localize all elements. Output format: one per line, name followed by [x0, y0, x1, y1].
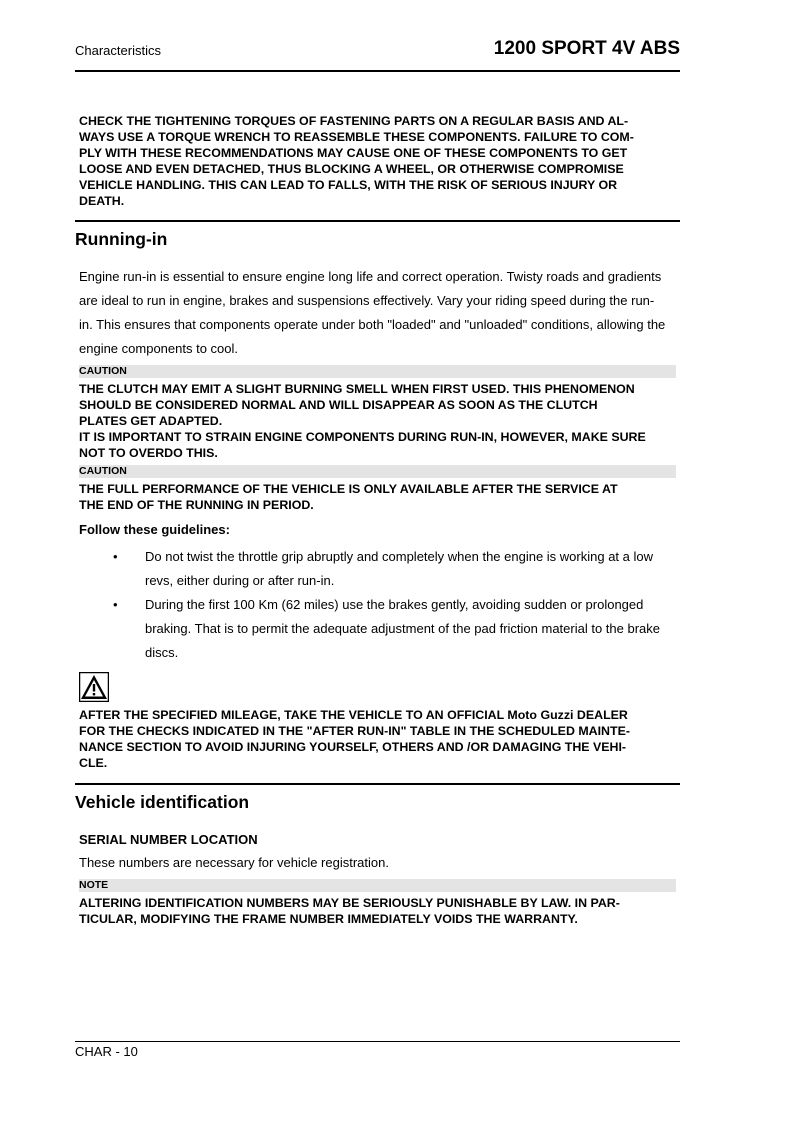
list-item [110, 545, 680, 593]
guidelines-heading: Follow these guidelines: [79, 522, 230, 537]
bullet-glyph: • [113, 597, 118, 612]
torque-warning-line: DEATH. [79, 194, 125, 208]
section-divider [75, 783, 680, 785]
mileage-warning-line: NANCE SECTION TO AVOID INJURING YOURSELF, OTHERS AND /OR DAMAGING THE VEHI- [79, 740, 627, 754]
header-divider [75, 70, 680, 72]
torque-warning-line: LOOSE AND EVEN DETACHED, THUS BLOCKING A WHEEL, OR OTHERWISE COMPROMISE [79, 162, 624, 176]
identification-note [79, 895, 676, 927]
clutch-caution [79, 381, 676, 461]
list-item [110, 593, 680, 665]
bullet-line: discs. [145, 645, 179, 660]
header-model-name: 1200 SPORT 4V ABS [493, 38, 680, 59]
note-line: ALTERING IDENTIFICATION NUMBERS MAY BE SERIOUSLY PUNISHABLE BY LAW. IN PAR- [79, 896, 620, 910]
bullet-line: revs, either during or after run-in. [145, 573, 335, 588]
guidelines-list [110, 545, 680, 665]
registration-text [79, 851, 679, 875]
mileage-warning-line: AFTER THE SPECIFIED MILEAGE, TAKE THE VEHICLE TO AN OFFICIAL Moto Guzzi DEALER [79, 708, 628, 722]
torque-warning-line: CHECK THE TIGHTENING TORQUES OF FASTENING PARTS ON A REGULAR BASIS AND AL- [79, 114, 629, 128]
mileage-warning-line: FOR THE CHECKS INDICATED IN THE "AFTER RUN-IN" TABLE IN THE SCHEDULED MAINTE- [79, 724, 630, 738]
torque-warning-line: VEHICLE HANDLING. THIS CAN LEAD TO FALLS, WITH THE RISK OF SERIOUS INJURY OR [79, 178, 618, 192]
caution-label: CAUTION [79, 365, 676, 378]
vehicle-identification-heading: Vehicle identification [75, 792, 250, 812]
caution-label: CAUTION [79, 465, 676, 478]
bullet-line: During the first 100 Km (62 miles) use the brakes gently, avoiding sudden or prolonged [145, 597, 644, 612]
torque-warning-line: WAYS USE A TORQUE WRENCH TO REASSEMBLE THESE COMPONENTS. FAILURE TO COM- [79, 130, 634, 144]
note-label: NOTE [79, 879, 676, 892]
header-section-title: Characteristics [75, 43, 161, 58]
torque-warning [79, 113, 676, 209]
caution-line: NOT TO OVERDO THIS. [79, 446, 218, 460]
intro-line: engine components to cool. [79, 341, 238, 356]
running-in-heading: Running-in [75, 229, 168, 249]
mileage-warning [79, 707, 676, 771]
caution-line: THE FULL PERFORMANCE OF THE VEHICLE IS ONLY AVAILABLE AFTER THE SERVICE AT [79, 482, 618, 496]
intro-line: are ideal to run in engine, brakes and suspensions effectively. Vary your riding speed during the run- [79, 293, 655, 308]
torque-warning-line: PLY WITH THESE RECOMMENDATIONS MAY CAUSE ONE OF THESE COMPONENTS TO GET [79, 146, 628, 160]
caution-line: SHOULD BE CONSIDERED NORMAL AND WILL DISAPPEAR AS SOON AS THE CLUTCH [79, 398, 598, 412]
page-number: CHAR - 10 [75, 1044, 138, 1059]
performance-caution [79, 481, 676, 513]
caution-line: THE END OF THE RUNNING IN PERIOD. [79, 498, 314, 512]
intro-line: Engine run-in is essential to ensure engine long life and correct operation. Twisty roads and gradients [79, 269, 662, 284]
section-divider [75, 220, 680, 222]
caution-line: IT IS IMPORTANT TO STRAIN ENGINE COMPONENTS DURING RUN-IN, HOWEVER, MAKE SURE [79, 430, 646, 444]
bullet-line: braking. That is to permit the adequate adjustment of the pad friction material to the brake [145, 621, 660, 636]
caution-line: PLATES GET ADAPTED. [79, 414, 223, 428]
bullet-line: Do not twist the throttle grip abruptly and completely when the engine is working at a low [145, 549, 653, 564]
registration-line: These numbers are necessary for vehicle registration. [79, 855, 389, 870]
intro-line: in. This ensures that components operate under both "loaded" and "unloaded" conditions, allowing the [79, 317, 666, 332]
warning-triangle-icon [79, 672, 109, 702]
running-in-intro [79, 265, 679, 361]
bullet-glyph: • [113, 549, 118, 564]
footer-divider [75, 1041, 680, 1042]
serial-number-subheading: SERIAL NUMBER LOCATION [79, 832, 258, 847]
mileage-warning-line: CLE. [79, 756, 108, 770]
caution-line: THE CLUTCH MAY EMIT A SLIGHT BURNING SMELL WHEN FIRST USED. THIS PHENOMENON [79, 382, 635, 396]
note-line: TICULAR, MODIFYING THE FRAME NUMBER IMMEDIATELY VOIDS THE WARRANTY. [79, 912, 578, 926]
